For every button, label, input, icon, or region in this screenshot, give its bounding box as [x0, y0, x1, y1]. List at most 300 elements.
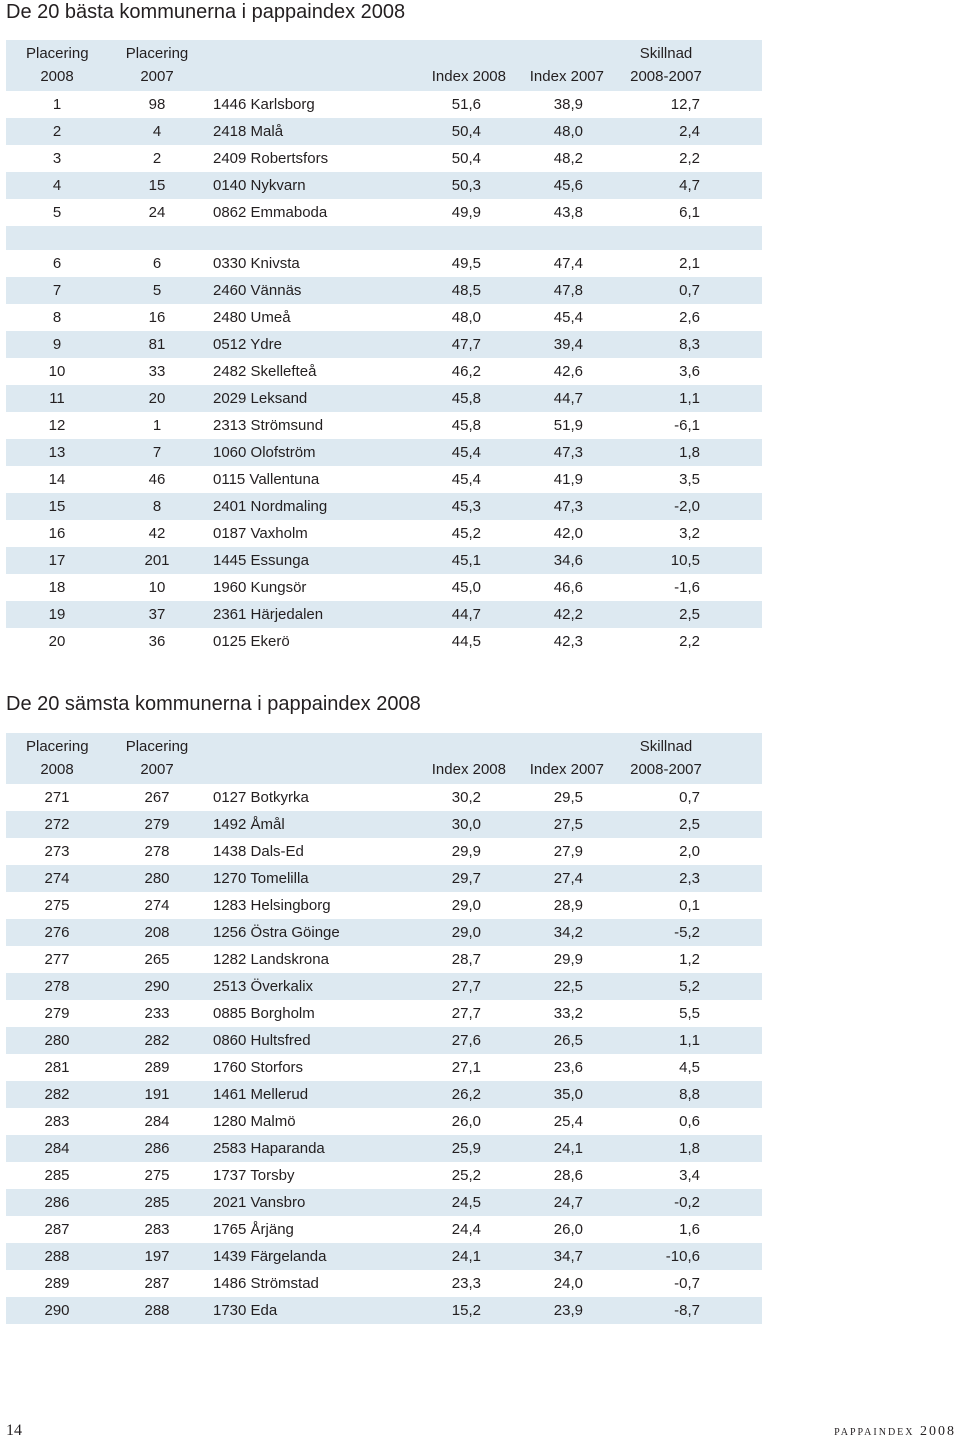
index-2008-cell: 25,9 [451, 1140, 481, 1157]
municipality-cell: 0862 Emmaboda [213, 204, 328, 221]
difference-cell: -8,7 [674, 1302, 700, 1319]
rank-2008-cell: 274 [44, 870, 70, 887]
col-header-label: Placering [26, 738, 89, 755]
index-2007-cell: 27,5 [553, 816, 583, 833]
table-row [6, 118, 762, 145]
rank-2007-cell: 46 [148, 471, 166, 488]
index-2007-cell: 33,2 [553, 1005, 583, 1022]
table-row [6, 1243, 762, 1270]
index-2008-cell: 30,2 [451, 789, 481, 806]
table-header [6, 40, 762, 91]
difference-cell: 10,5 [670, 552, 700, 569]
table-row [6, 628, 762, 655]
difference-cell: 3,2 [679, 525, 700, 542]
rank-2008-cell: 281 [44, 1059, 70, 1076]
table-row [6, 973, 762, 1000]
rank-2007-cell: 24 [148, 204, 166, 221]
difference-cell: 2,5 [679, 816, 700, 833]
rank-2008-cell: 14 [48, 471, 66, 488]
difference-cell: 3,5 [679, 471, 700, 488]
col-header-label: Placering [26, 45, 89, 62]
index-2007-cell: 48,0 [553, 123, 583, 140]
rank-2008-cell: 279 [44, 1005, 70, 1022]
difference-cell: 1,2 [679, 951, 700, 968]
index-2007-cell: 39,4 [553, 336, 583, 353]
rank-2007-cell: 197 [144, 1248, 170, 1265]
rank-2007-cell: 267 [144, 789, 170, 806]
rank-2008-cell: 6 [52, 255, 62, 272]
table-row [6, 439, 762, 466]
col-header-label: Index 2008 [431, 761, 506, 778]
index-2008-cell: 25,2 [451, 1167, 481, 1184]
rank-2008-cell: 277 [44, 951, 70, 968]
rank-2008-cell: 288 [44, 1248, 70, 1265]
index-2007-cell: 43,8 [553, 204, 583, 221]
col-header-label: Skillnad [639, 738, 693, 755]
rank-2008-cell: 5 [52, 204, 62, 221]
rank-2007-cell: 98 [148, 96, 166, 113]
index-2008-cell: 49,9 [451, 204, 481, 221]
index-2008-cell: 46,2 [451, 363, 481, 380]
rank-2008-cell: 20 [48, 633, 66, 650]
index-2008-cell: 44,7 [451, 606, 481, 623]
col-header-label: 2008 [40, 761, 74, 778]
difference-cell: 0,6 [679, 1113, 700, 1130]
rank-2007-cell: 33 [148, 363, 166, 380]
index-2008-cell: 29,7 [451, 870, 481, 887]
index-2007-cell: 26,5 [553, 1032, 583, 1049]
municipality-cell: 0140 Nykvarn [213, 177, 306, 194]
index-2007-cell: 41,9 [553, 471, 583, 488]
difference-cell: 5,2 [679, 978, 700, 995]
difference-cell: 0,7 [679, 282, 700, 299]
table-row [6, 811, 762, 838]
rank-2007-cell: 274 [144, 897, 170, 914]
municipality-cell: 1439 Färgelanda [213, 1248, 327, 1265]
table-row [6, 574, 762, 601]
municipality-cell: 0885 Borgholm [213, 1005, 315, 1022]
difference-cell: 2,0 [679, 843, 700, 860]
municipality-cell: 1461 Mellerud [213, 1086, 309, 1103]
difference-cell: 0,1 [679, 897, 700, 914]
rank-2008-cell: 15 [48, 498, 66, 515]
rank-2007-cell: 280 [144, 870, 170, 887]
index-2008-cell: 50,4 [451, 150, 481, 167]
index-2007-cell: 42,6 [553, 363, 583, 380]
rank-2007-cell: 265 [144, 951, 170, 968]
table-row [6, 1216, 762, 1243]
municipality-cell: 1445 Essunga [213, 552, 309, 569]
table-row [6, 277, 762, 304]
index-2007-cell: 24,0 [553, 1275, 583, 1292]
index-2008-cell: 29,0 [451, 924, 481, 941]
index-2008-cell: 45,8 [451, 417, 481, 434]
rank-2008-cell: 19 [48, 606, 66, 623]
rank-2007-cell: 16 [148, 309, 166, 326]
index-2008-cell: 45,0 [451, 579, 481, 596]
best-municipalities-table [6, 40, 762, 655]
municipality-cell: 0512 Ydre [213, 336, 282, 353]
index-2007-cell: 42,2 [553, 606, 583, 623]
index-2008-cell: 45,1 [451, 552, 481, 569]
index-2007-cell: 24,7 [553, 1194, 583, 1211]
index-2007-cell: 24,1 [553, 1140, 583, 1157]
table-row [6, 1027, 762, 1054]
index-2007-cell: 38,9 [553, 96, 583, 113]
rank-2007-cell: 208 [144, 924, 170, 941]
rank-2007-cell: 5 [152, 282, 162, 299]
index-2007-cell: 44,7 [553, 390, 583, 407]
index-2007-cell: 23,9 [553, 1302, 583, 1319]
rank-2008-cell: 280 [44, 1032, 70, 1049]
difference-cell: 1,1 [679, 390, 700, 407]
rank-2008-cell: 2 [52, 123, 62, 140]
rank-2008-cell: 282 [44, 1086, 70, 1103]
difference-cell: 1,6 [679, 1221, 700, 1238]
index-2008-cell: 23,3 [451, 1275, 481, 1292]
worst-municipalities-table [6, 733, 762, 1324]
rank-2007-cell: 7 [152, 444, 162, 461]
index-2007-cell: 22,5 [553, 978, 583, 995]
col-header-label: 2008-2007 [630, 761, 702, 778]
table-row [6, 250, 762, 277]
rank-2008-cell: 275 [44, 897, 70, 914]
municipality-cell: 1438 Dals-Ed [213, 843, 304, 860]
municipality-cell: 2583 Haparanda [213, 1140, 325, 1157]
difference-cell: 1,1 [679, 1032, 700, 1049]
index-2007-cell: 47,3 [553, 444, 583, 461]
municipality-cell: 1270 Tomelilla [213, 870, 309, 887]
index-2008-cell: 50,4 [451, 123, 481, 140]
index-2007-cell: 26,0 [553, 1221, 583, 1238]
index-2007-cell: 42,3 [553, 633, 583, 650]
municipality-cell: 2480 Umeå [213, 309, 291, 326]
index-2008-cell: 15,2 [451, 1302, 481, 1319]
municipality-cell: 2021 Vansbro [213, 1194, 306, 1211]
rank-2007-cell: 15 [148, 177, 166, 194]
index-2008-cell: 26,0 [451, 1113, 481, 1130]
table-row [6, 784, 762, 811]
rank-2008-cell: 284 [44, 1140, 70, 1157]
rank-2007-cell: 2 [152, 150, 162, 167]
index-2007-cell: 34,7 [553, 1248, 583, 1265]
municipality-cell: 2029 Leksand [213, 390, 308, 407]
col-header-label: 2007 [140, 761, 174, 778]
rank-2008-cell: 273 [44, 843, 70, 860]
table-row [6, 892, 762, 919]
rank-2007-cell: 10 [148, 579, 166, 596]
index-2008-cell: 29,9 [451, 843, 481, 860]
index-2007-cell: 23,6 [553, 1059, 583, 1076]
index-2008-cell: 24,5 [451, 1194, 481, 1211]
rank-2008-cell: 276 [44, 924, 70, 941]
difference-cell: 4,5 [679, 1059, 700, 1076]
municipality-cell: 1282 Landskrona [213, 951, 329, 968]
index-2008-cell: 27,7 [451, 1005, 481, 1022]
index-2008-cell: 45,4 [451, 471, 481, 488]
col-header-label: Skillnad [639, 45, 693, 62]
index-2008-cell: 44,5 [451, 633, 481, 650]
rank-2008-cell: 13 [48, 444, 66, 461]
index-2008-cell: 28,7 [451, 951, 481, 968]
difference-cell: -2,0 [674, 498, 700, 515]
index-2007-cell: 51,9 [553, 417, 583, 434]
table-row [6, 1162, 762, 1189]
table-row [6, 919, 762, 946]
difference-cell: 6,1 [679, 204, 700, 221]
table-row [6, 547, 762, 574]
table-header [6, 733, 762, 784]
municipality-cell: 2401 Nordmaling [213, 498, 328, 515]
rank-2008-cell: 17 [48, 552, 66, 569]
rank-2007-cell: 42 [148, 525, 166, 542]
table-row [6, 1108, 762, 1135]
municipality-cell: 2418 Malå [213, 123, 284, 140]
index-2007-cell: 27,4 [553, 870, 583, 887]
index-2007-cell: 48,2 [553, 150, 583, 167]
difference-cell: 2,5 [679, 606, 700, 623]
index-2007-cell: 46,6 [553, 579, 583, 596]
index-2007-cell: 47,8 [553, 282, 583, 299]
rank-2007-cell: 286 [144, 1140, 170, 1157]
municipality-cell: 0115 Vallentuna [213, 471, 320, 488]
rank-2008-cell: 4 [52, 177, 62, 194]
municipality-cell: 1283 Helsingborg [213, 897, 331, 914]
rank-2007-cell: 191 [144, 1086, 170, 1103]
table-row [6, 1000, 762, 1027]
index-2008-cell: 48,5 [451, 282, 481, 299]
difference-cell: 2,2 [679, 633, 700, 650]
index-2007-cell: 25,4 [553, 1113, 583, 1130]
difference-cell: -6,1 [674, 417, 700, 434]
rank-2007-cell: 37 [148, 606, 166, 623]
municipality-cell: 1280 Malmö [213, 1113, 296, 1130]
table-row [6, 601, 762, 628]
col-header-label: Placering [125, 738, 189, 755]
rank-2008-cell: 18 [48, 579, 66, 596]
rank-2008-cell: 286 [44, 1194, 70, 1211]
municipality-cell: 2482 Skellefteå [213, 363, 317, 380]
col-header-label: Index 2007 [529, 761, 604, 778]
rank-2007-cell: 283 [144, 1221, 170, 1238]
table-row [6, 493, 762, 520]
difference-cell: 0,7 [679, 789, 700, 806]
index-2008-cell: 27,6 [451, 1032, 481, 1049]
difference-cell: 3,4 [679, 1167, 700, 1184]
index-2008-cell: 24,4 [451, 1221, 481, 1238]
table-row [6, 1189, 762, 1216]
index-2007-cell: 34,2 [553, 924, 583, 941]
index-2007-cell: 34,6 [553, 552, 583, 569]
difference-cell: -5,2 [674, 924, 700, 941]
col-header-label: Index 2008 [431, 68, 506, 85]
municipality-cell: 1737 Torsby [213, 1167, 295, 1184]
index-2008-cell: 47,7 [451, 336, 481, 353]
index-2007-cell: 35,0 [553, 1086, 583, 1103]
municipality-cell: 1492 Åmål [213, 816, 285, 833]
rank-2007-cell: 36 [148, 633, 166, 650]
table-body [6, 784, 762, 1324]
table-row [6, 145, 762, 172]
municipality-cell: 2313 Strömsund [213, 417, 324, 434]
rank-2007-cell: 287 [144, 1275, 170, 1292]
table-row [6, 1297, 762, 1324]
col-header-label: 2008-2007 [630, 68, 702, 85]
publication-name: pappaindex 2008 [834, 1424, 956, 1439]
index-2008-cell: 24,1 [451, 1248, 481, 1265]
table-row [6, 520, 762, 547]
rank-2007-cell: 275 [144, 1167, 170, 1184]
best-table-title: De 20 bästa kommunerna i pappaindex 2008 [6, 1, 406, 23]
municipality-cell: 1060 Olofström [213, 444, 316, 461]
col-header-label: Index 2007 [529, 68, 604, 85]
rank-2007-cell: 278 [144, 843, 170, 860]
index-2007-cell: 47,3 [553, 498, 583, 515]
index-2008-cell: 29,0 [451, 897, 481, 914]
difference-cell: 1,8 [679, 1140, 700, 1157]
rank-2007-cell: 282 [144, 1032, 170, 1049]
municipality-cell: 1960 Kungsör [213, 579, 307, 596]
index-2007-cell: 28,6 [553, 1167, 583, 1184]
index-2007-cell: 27,9 [553, 843, 583, 860]
difference-cell: 1,8 [679, 444, 700, 461]
difference-cell: 2,3 [679, 870, 700, 887]
table-row [6, 466, 762, 493]
rank-2008-cell: 1 [52, 96, 62, 113]
col-header-label: 2008 [40, 68, 74, 85]
table-row [6, 91, 762, 118]
table-row [6, 1054, 762, 1081]
rank-2008-cell: 16 [48, 525, 66, 542]
rank-2008-cell: 12 [48, 417, 66, 434]
index-2008-cell: 27,7 [451, 978, 481, 995]
municipality-cell: 1446 Karlsborg [213, 96, 315, 113]
table-row [6, 358, 762, 385]
table-row [6, 838, 762, 865]
rank-2008-cell: 290 [44, 1302, 70, 1319]
index-2008-cell: 48,0 [451, 309, 481, 326]
rank-2007-cell: 6 [152, 255, 162, 272]
index-2008-cell: 45,3 [451, 498, 481, 515]
rank-2007-cell: 201 [144, 552, 170, 569]
index-2008-cell: 51,6 [451, 96, 481, 113]
table-row [6, 865, 762, 892]
rank-2008-cell: 283 [44, 1113, 70, 1130]
municipality-cell: 0127 Botkyrka [213, 789, 309, 806]
rank-2007-cell: 288 [144, 1302, 170, 1319]
municipality-cell: 2361 Härjedalen [213, 606, 324, 623]
index-2008-cell: 49,5 [451, 255, 481, 272]
municipality-cell: 0330 Knivsta [213, 255, 300, 272]
rank-2008-cell: 278 [44, 978, 70, 995]
rank-2007-cell: 8 [152, 498, 162, 515]
rank-2008-cell: 287 [44, 1221, 70, 1238]
difference-cell: 12,7 [670, 96, 700, 113]
rank-2007-cell: 20 [148, 390, 166, 407]
table-row [6, 172, 762, 199]
municipality-cell: 1765 Årjäng [213, 1221, 294, 1238]
rank-2008-cell: 7 [52, 282, 62, 299]
rank-2007-cell: 289 [144, 1059, 170, 1076]
difference-cell: -0,2 [674, 1194, 700, 1211]
difference-cell: 5,5 [679, 1005, 700, 1022]
rank-2007-cell: 285 [144, 1194, 170, 1211]
page-number: 14 [6, 1422, 22, 1439]
index-2008-cell: 26,2 [451, 1086, 481, 1103]
rank-2007-cell: 233 [144, 1005, 170, 1022]
municipality-cell: 2409 Robertsfors [213, 150, 329, 167]
table-row [6, 412, 762, 439]
difference-cell: -0,7 [674, 1275, 700, 1292]
difference-cell: -10,6 [665, 1248, 700, 1265]
index-2008-cell: 45,2 [451, 525, 481, 542]
municipality-cell: 1730 Eda [213, 1302, 278, 1319]
index-2007-cell: 42,0 [553, 525, 583, 542]
table-row [6, 1135, 762, 1162]
index-2008-cell: 45,4 [451, 444, 481, 461]
rank-2007-cell: 279 [144, 816, 170, 833]
difference-cell: 8,8 [679, 1086, 700, 1103]
municipality-cell: 0125 Ekerö [213, 633, 290, 650]
table-row [6, 1270, 762, 1297]
rank-2008-cell: 3 [52, 150, 62, 167]
rank-2008-cell: 271 [44, 789, 70, 806]
municipality-cell: 1256 Östra Göinge [213, 924, 340, 941]
rank-2007-cell: 290 [144, 978, 170, 995]
index-2008-cell: 30,0 [451, 816, 481, 833]
index-2008-cell: 45,8 [451, 390, 481, 407]
table-body [6, 91, 762, 655]
rank-2008-cell: 11 [49, 390, 65, 407]
table-row [6, 199, 762, 226]
municipality-cell: 1486 Strömstad [213, 1275, 319, 1292]
rank-2008-cell: 9 [52, 336, 62, 353]
difference-cell: 4,7 [679, 177, 700, 194]
municipality-cell: 2513 Överkalix [213, 978, 314, 995]
index-2008-cell: 27,1 [451, 1059, 481, 1076]
table-row [6, 331, 762, 358]
table-row [6, 304, 762, 331]
index-2007-cell: 29,9 [553, 951, 583, 968]
rank-2008-cell: 289 [44, 1275, 70, 1292]
difference-cell: 2,4 [679, 123, 700, 140]
index-2007-cell: 45,6 [553, 177, 583, 194]
index-2007-cell: 29,5 [553, 789, 583, 806]
municipality-cell: 2460 Vännäs [213, 282, 302, 299]
table-row [6, 1081, 762, 1108]
table-spacer-row [6, 226, 762, 250]
difference-cell: -1,6 [674, 579, 700, 596]
rank-2007-cell: 1 [152, 417, 162, 434]
difference-cell: 2,2 [679, 150, 700, 167]
table-row [6, 385, 762, 412]
index-2008-cell: 50,3 [451, 177, 481, 194]
difference-cell: 2,6 [679, 309, 700, 326]
municipality-cell: 0860 Hultsfred [213, 1032, 311, 1049]
col-header-label: Placering [125, 45, 189, 62]
rank-2008-cell: 10 [48, 363, 66, 380]
table-row [6, 946, 762, 973]
index-2007-cell: 47,4 [553, 255, 583, 272]
municipality-cell: 1760 Storfors [213, 1059, 304, 1076]
difference-cell: 3,6 [679, 363, 700, 380]
rank-2007-cell: 284 [144, 1113, 170, 1130]
municipality-cell: 0187 Vaxholm [213, 525, 308, 542]
difference-cell: 8,3 [679, 336, 700, 353]
rank-2007-cell: 4 [152, 123, 162, 140]
index-2007-cell: 45,4 [553, 309, 583, 326]
difference-cell: 2,1 [679, 255, 700, 272]
